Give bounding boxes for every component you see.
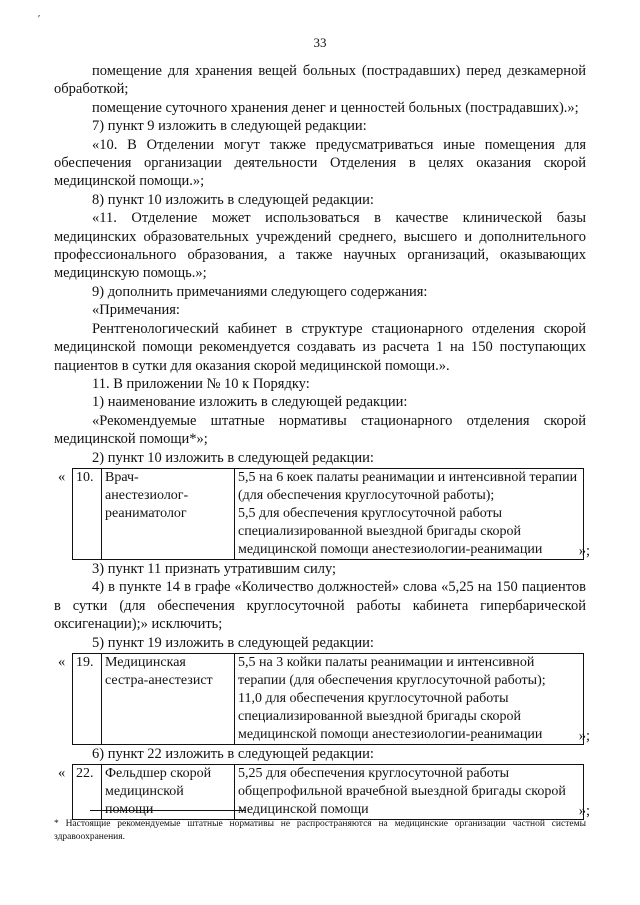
table-row [73,653,584,744]
paragraph: «10. В Отделении могут также предусматриваться иные помещения для обеспечения организации деятельности Отделения в целях оказания скорой медицинской помощи.»; [54,136,586,190]
paragraph: помещение для хранения вещей больных (пострадавших) перед дезкамерной обработкой; [54,63,586,98]
norm-cell: 5,5 на 6 коек палаты реанимации и интенсивной терапии (для обеспечения круглосуточной работы); 5,5 для обеспечения круглосуточной работы специализированной выездной бригады скорой медицинской помощи анестезиологии-реанимации [235,468,584,559]
paragraph: 7) пункт 9 изложить в следующей редакции: [92,118,367,135]
paragraph: Рентгенологический кабинет в структуре стационарного отделения скорой медицинской помощи рекомендуется создавать из расчета 1 на 150 поступающих пациентов в сутки для оказания скорой медицинской помощи.». [54,320,586,374]
staff-table-22 [54,764,590,820]
paragraph: 3) пункт 11 признать утратившим силу; [92,560,337,577]
page-number: 33 [313,35,327,50]
footnote: * Настоящие рекомендуемые штатные нормативы не распространяются на медицинские организации частной системы здравоохранения. [54,819,586,842]
paragraph: 4) в пункте 14 в графе «Количество должностей» слова «5,25 на 150 пациентов в сутки (для обеспечения круглосуточной работы кабинета гипербарической оксигенации);» исключить; [54,579,586,633]
corner-mark: ʹ [38,14,41,25]
position-cell: Фельдшер скорой медицинской помощи [102,765,235,820]
open-quote: « [58,468,66,485]
paragraph: «Примечания: [92,302,180,319]
row-number: 19. [73,653,102,744]
staff-table-10 [54,468,590,560]
footnote-separator [90,810,246,811]
row-number: 10. [73,468,102,559]
norm-cell: 5,25 для обеспечения круглосуточной работы общепрофильной врачебной выездной бригады скорой медицинской помощи [235,765,584,820]
paragraph: «11. Отделение может использоваться в качестве клинической базы медицинских образовательных учреждений среднего, высшего и дополнительного профессионального образования, а также научных организаций, оказывающих медицинскую помощь.»; [54,210,586,282]
paragraph: 1) наименование изложить в следующей редакции: [92,394,408,411]
table-row [73,765,584,820]
open-quote: « [58,765,66,782]
position-cell: Медицинская сестра-анестезист [102,653,235,744]
close-quote: »; [578,727,590,744]
paragraph: помещение суточного хранения денег и ценностей больных (пострадавших).»; [92,99,579,116]
paragraph: 6) пункт 22 изложить в следующей редакции: [92,745,374,762]
row-number: 22. [73,765,102,820]
paragraph: 9) дополнить примечаниями следующего содержания: [92,283,428,300]
document-body [54,62,590,820]
paragraph: 11. В приложении № 10 к Порядку: [92,375,310,392]
paragraph: 2) пункт 10 изложить в следующей редакции: [92,449,374,466]
paragraph: 8) пункт 10 изложить в следующей редакции: [92,191,374,208]
table-row [73,468,584,559]
paragraph: 5) пункт 19 изложить в следующей редакции: [92,634,374,651]
table [72,468,584,560]
open-quote: « [58,653,66,670]
norm-cell: 5,5 на 3 койки палаты реанимации и интенсивной терапии (для обеспечения круглосуточной работы); 11,0 для обеспечения круглосуточной работы специализированной выездной бригады скорой медицинской помощи анестезиологии-реанимации [235,653,584,744]
position-cell: Врач- анестезиолог- реаниматолог [102,468,235,559]
paragraph: «Рекомендуемые штатные нормативы стационарного отделения скорой медицинской помощи*»; [54,412,586,448]
table [72,764,584,820]
table [72,653,584,745]
close-quote: »; [578,542,590,559]
staff-table-19 [54,653,590,745]
close-quote: »; [578,802,590,819]
